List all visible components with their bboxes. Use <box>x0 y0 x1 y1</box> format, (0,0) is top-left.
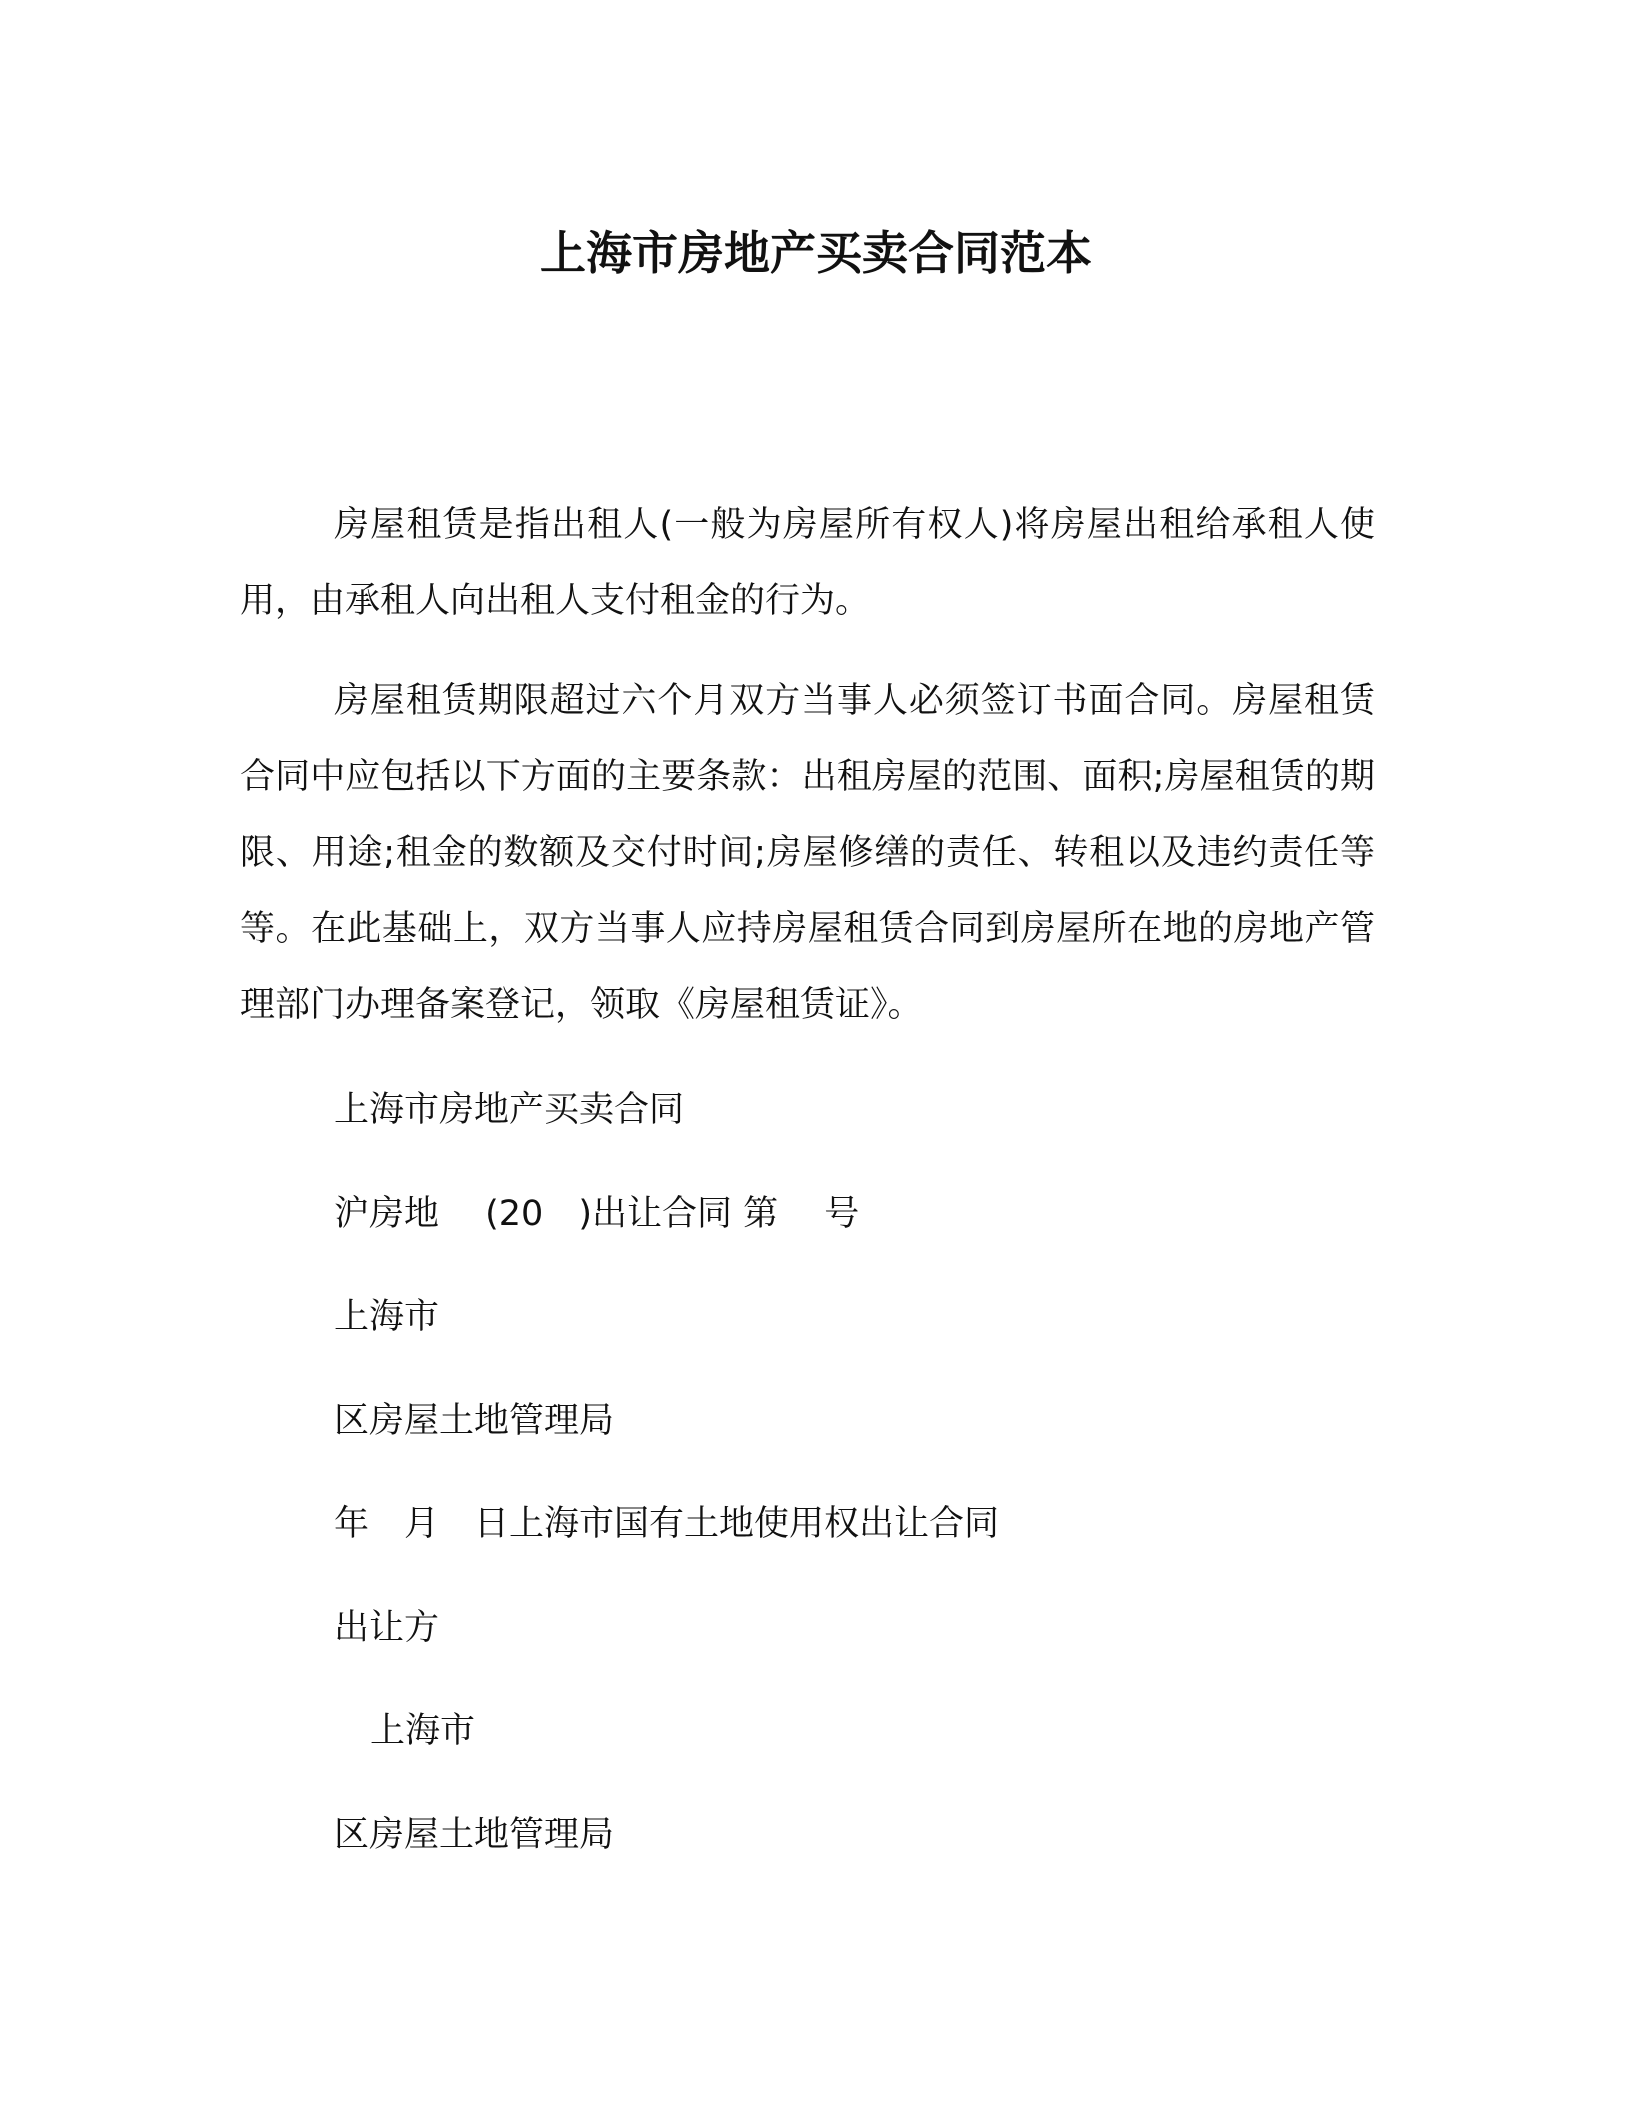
contract-heading: 上海市房地产买卖合同 <box>334 1090 685 1130</box>
document-title: 上海市房地产买卖合同范本 <box>540 226 1092 280</box>
paragraph-lease-requirements: 房屋租赁期限超过六个月双方当事人必须签订书面合同。房屋租赁合同中应包括以下方面的主要条款：出租房屋的范围、面积;房屋租赁的期限、用途;租金的数额及交付时间;房屋修缮的责任、转租以及违约责任等等。在此基础上，双方当事人应持房屋租赁合同到房屋所在地的房地产管理部门办理备案登记，领取《房屋租赁证》。 <box>240 681 1375 1025</box>
date-contract-line: 年 月 日上海市国有土地使用权出让合同 <box>334 1504 1000 1544</box>
transferor-label: 出让方 <box>334 1608 440 1648</box>
contract-number-line: 沪房地 (20 )出让合同 第 号 <box>334 1194 860 1234</box>
transferor-bureau-line: 区房屋土地管理局 <box>334 1815 615 1855</box>
paragraph-lease-definition: 房屋租赁是指出租人(一般为房屋所有权人)将房屋出租给承租人使用，由承租人向出租人支付租金的行为。 <box>240 505 1375 621</box>
transferor-city-line: 上海市 <box>370 1711 476 1751</box>
bureau-line: 区房屋土地管理局 <box>334 1401 615 1441</box>
city-line: 上海市 <box>334 1297 440 1337</box>
